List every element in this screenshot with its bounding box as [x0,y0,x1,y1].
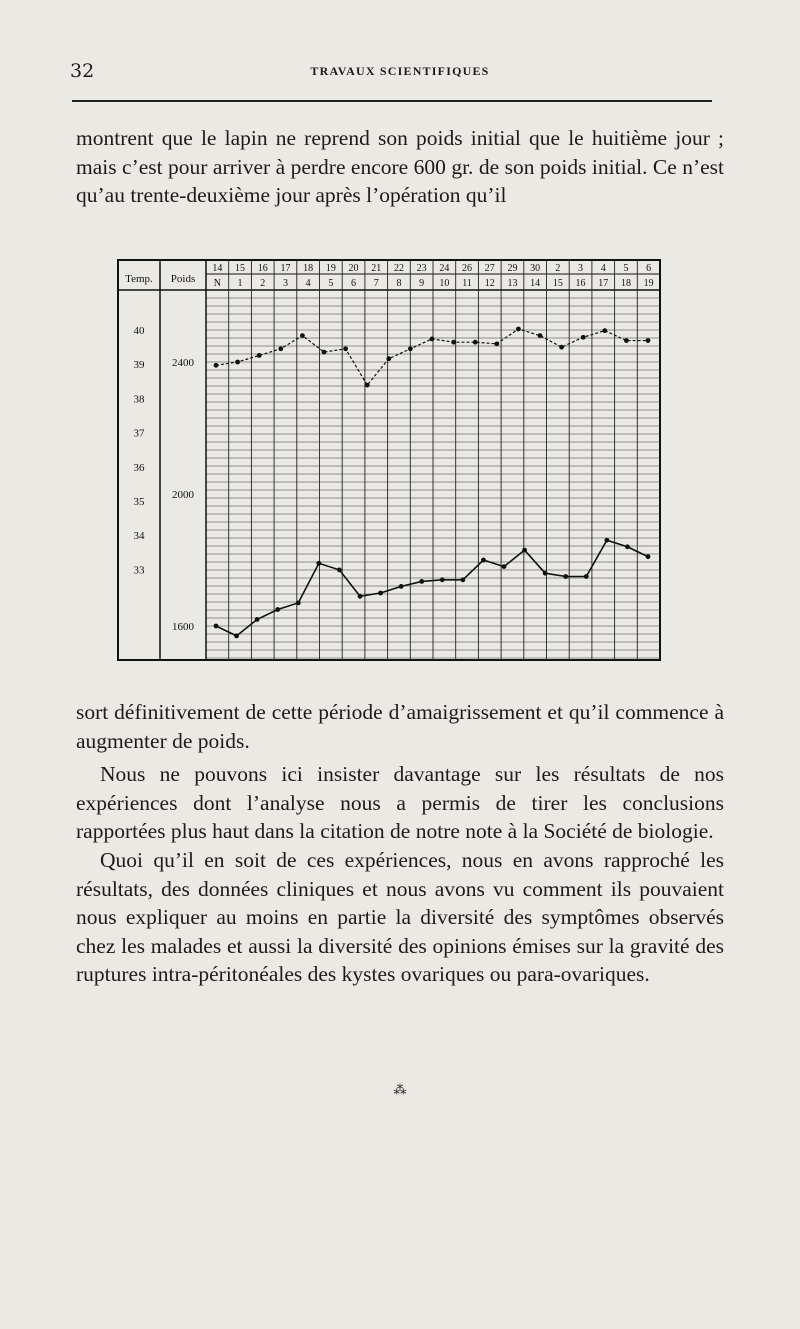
paragraph-2: sort définitivement de cette période d’amaigrissement et qu’il commence à augmenter de poids. [76,700,724,753]
series-point-2 [584,574,589,579]
day-label: 2 [260,278,266,289]
day-label: 9 [419,278,425,289]
day-label: 7 [373,278,379,289]
series-point-1 [386,356,391,361]
date-label: 15 [235,263,246,274]
series-point-1 [624,338,629,343]
day-label: 1 [237,278,243,289]
series-point-2 [316,561,321,566]
paragraph-3: Nous ne pouvons ici insister davantage sur les résultats de nos expériences dont l’analyse nous a permis de tirer les conclusions rapportées plus haut dans la citation de notre note à la Société de biologie. [76,762,724,843]
date-label: 22 [393,263,404,274]
series-point-2 [522,548,527,553]
day-label: 16 [575,278,586,289]
series-point-2 [646,554,651,559]
series-point-1 [451,340,456,345]
series-point-1 [430,337,435,342]
series-point-1 [581,335,586,340]
temp-tick-label: 35 [133,496,145,508]
series-point-2 [337,568,342,573]
series-point-1 [408,346,413,351]
series-point-2 [399,584,404,589]
series-point-2 [358,594,363,599]
temp-tick-label: 34 [133,530,145,543]
date-label: 19 [325,263,336,274]
series-point-2 [296,601,301,606]
series-point-2 [214,624,219,629]
series-point-1 [494,341,499,346]
series-point-1 [602,328,607,333]
date-label: 24 [439,263,450,274]
day-label: 4 [305,278,311,289]
date-label: 20 [348,263,359,274]
temp-tick-label: 36 [133,461,145,474]
temp-tick-label: 33 [133,564,145,577]
day-label: N [213,278,221,289]
series-point-1 [214,363,219,368]
day-label: 8 [396,278,402,289]
series-point-1 [300,333,305,338]
date-label: 6 [646,263,652,274]
day-label: 13 [507,278,518,289]
paragraph-4: Quoi qu’il en soit de ces expériences, nous en avons rapproché les résultats, des données cliniques et nous avons vu comment ils pouvaient nous expliquer au moins en partie la diversité des symptômes observés chez les malades et aussi la diversité des opinions émises sur la gravité des ruptures intra-péritonéales des kystes ovariques ou para-ovariques. [76,848,724,986]
day-label: 6 [351,278,357,289]
series-point-1 [278,346,283,351]
series-point-1 [365,383,370,388]
temp-tick-label: 39 [133,359,145,372]
poids-tick-label: 2000 [172,489,194,501]
series-point-2 [378,591,383,596]
date-label: 5 [623,263,629,274]
series-point-1 [473,340,478,345]
series-point-1 [235,360,240,365]
temp-header: Temp. [125,273,153,285]
page-number: 32 [70,60,95,82]
day-label: 3 [282,278,288,289]
running-title: TRAVAUX SCIENTIFIQUES [310,64,490,78]
date-label: 18 [303,263,314,274]
series-point-1 [343,346,348,351]
temp-tick-label: 37 [133,427,145,440]
day-label: 11 [462,278,472,289]
temp-tick-label: 38 [133,393,145,406]
series-point-2 [440,577,445,582]
day-label: 14 [530,278,541,289]
series-point-2 [604,538,609,543]
paragraph-1: montrent que le lapin ne reprend son poids initial que le huitième jour ; mais c’est pour arriver à perdre encore 600 gr. de son poids initial. Ce n’est qu’au trente-deuxième jour après l’opération qu’il [76,126,724,207]
date-label: 23 [416,263,427,274]
series-point-1 [516,327,521,332]
chart-frame [118,260,660,660]
series-point-2 [419,579,424,584]
day-label: 5 [328,278,334,289]
date-label: 4 [600,263,606,274]
date-label: 3 [578,263,584,274]
date-label: 14 [212,263,223,274]
day-label: 18 [620,278,631,289]
date-label: 26 [462,263,473,274]
date-label: 16 [257,263,268,274]
series-line-2 [216,540,648,636]
date-label: 30 [530,263,541,274]
date-label: 2 [555,263,561,274]
series-point-1 [538,333,543,338]
poids-tick-label: 1600 [172,621,194,633]
series-point-2 [625,544,630,549]
day-label: 10 [439,278,450,289]
series-point-2 [460,577,465,582]
series-point-2 [481,558,486,563]
poids-header: Poids [170,273,196,285]
series-point-2 [543,571,548,576]
series-point-1 [257,353,262,358]
series-point-2 [255,617,260,622]
series-point-1 [322,350,327,355]
date-label: 21 [371,263,382,274]
date-label: 27 [484,263,495,274]
poids-tick-label: 2400 [172,357,194,369]
ornament: ⁂ [393,1083,407,1098]
series-point-2 [563,574,568,579]
day-label: 19 [643,278,654,289]
date-label: 29 [507,263,518,274]
series-point-1 [646,338,651,343]
date-label: 17 [280,263,291,274]
day-label: 17 [598,278,609,289]
series-point-2 [275,607,280,612]
series-point-1 [559,345,564,350]
series-point-2 [502,564,507,569]
day-label: 12 [484,278,495,289]
temp-tick-label: 40 [133,325,145,337]
series-point-2 [234,634,239,639]
day-label: 15 [552,278,563,289]
